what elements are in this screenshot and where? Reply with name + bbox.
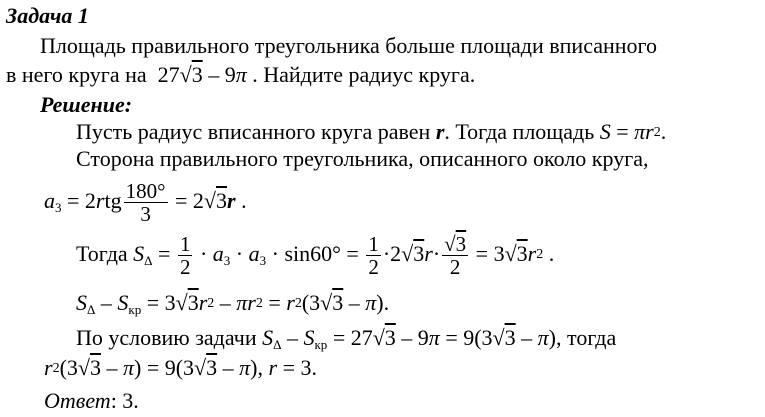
problem-line-1: Площадь правильного треугольника больше площади вписанного — [40, 33, 658, 58]
problem-line-2: в него круга на 27√3 – 9π . Найдите радиус круга. — [6, 62, 476, 87]
answer-label: Ответ — [44, 388, 111, 413]
answer-value: : 3. — [110, 388, 139, 413]
solution-line-6: По условию задачи $S_\Delta - S_{кр} = 27√3 - 9\pi = 9(3√3 - \pi)$, тогда — [76, 325, 617, 352]
solution-line-1: Пусть радиус вписанного круга равен r. Тогда площадь $S = \pi r^2$. — [76, 119, 667, 144]
formula-side: $a_3 = 2rtg$ $\frac{180^\circ}{3}$ = 2√3r . — [44, 179, 247, 227]
task-title: Задача 1 — [6, 3, 89, 28]
solution-line-2: Сторона правильного треугольника, описанного около круга, — [76, 146, 649, 171]
formula-area: Тогда $S_\Delta$ = $\frac{1}{2}$ · $a_3 \cdot a_3 \cdot \sin 60^\circ$ = $\frac{1}{2}$ ·2√3r· $\frac{√3}{2}$ = $3√3r^2$ . — [76, 232, 555, 280]
answer-line — [44, 388, 139, 414]
solution-line-7: $r^2(3√3 - \pi) = 9(3√3 - \pi)$, r = 3. — [44, 355, 317, 380]
fraction: $\frac{180^\circ}{3}$ — [125, 179, 166, 227]
solution-label: Решение: — [40, 92, 133, 117]
formula-difference: $S_\Delta - S_{кр} = 3√3r^2 - \pi r^2 = r^2(3√3 - \pi)$. — [76, 290, 390, 317]
